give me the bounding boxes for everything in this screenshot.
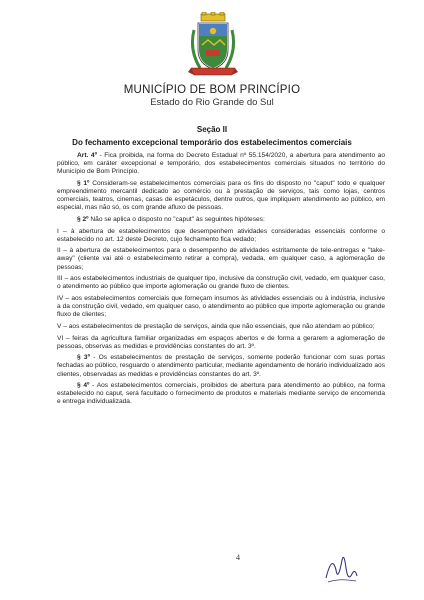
paragraph-1 [57,180,385,212]
item-ii: II – à abertura de estabelecimentos para o desempenho de atividades estritamente de tele-entregas e "take-away" (cliente vai até o estabelecimento retirar a compra), vedada, em qualquer caso, a aglomeração de pessoas; [57,247,385,271]
document-body [57,152,385,410]
paragraph-label: § 4º [77,382,90,390]
paragraph-text: - Aos estabelecimentos comerciais, proibidos de abertura para atendimento ao público, na forma estabelecido no caput, será facultado o fornecimento de produtos e materiais mediante serviço de encomenda e entrega individualizada. [57,382,386,406]
paragraph-label: § 3º [77,354,90,362]
page-number: 4 [236,553,240,562]
state-name: Estado do Rio Grande do Sul [150,97,274,108]
handwritten-signature-icon [322,548,360,588]
item-v: V – aos estabelecimentos de prestação de serviços, ainda que não essenciais, que não atendam ao público; [57,322,375,330]
municipal-coat-of-arms-icon [188,12,238,80]
paragraph-2 [57,216,385,224]
item-iii: III – aos estabelecimentos industriais de qualquer tipo, inclusive da construção civil, vedado, em qualquer caso, o atendimento ao público que importe aglomeração ou grande fluxo de clientes. [57,275,385,291]
paragraph-3 [57,354,385,378]
municipality-name: MUNICÍPIO DE BOM PRINCÍPIO [123,84,301,96]
article-label: Art. 4º [77,152,97,159]
article-4 [57,152,385,176]
paragraph-4 [57,382,385,406]
paragraph-text: Não se aplica o disposto no "caput" às seguintes hipóteses: [88,215,265,223]
article-text: - Fica proibida, na forma do Decreto Estadual nº 55.154/2020, a abertura para atendimento ao público, em caráter excepcional e temporário, dos estabelecimentos comerciais situados no território do Município de Bom Princípio. [57,152,385,176]
item-i: I – à abertura de estabelecimentos que desempenhem atividades consideradas essenciais conforme o estabelecido no art. 12 deste Decreto, cujo fechamento fica vedado; [57,227,385,243]
letterhead [0,84,424,109]
paragraph-label: § 1º [77,179,90,187]
paragraph-label: § 2º [77,215,89,223]
paragraph-text: - Os estabelecimentos de prestação de serviços, somente poderão funcionar com suas portas fechadas ao público, resguardo o atendimento particular, mediante agendamento de horário individualizado aos clientes, observadas as medidas e providências constantes do art. 3º. [57,354,385,378]
section-title: Do fechamento excepcional temporário dos estabelecimentos comerciais [72,138,352,147]
paragraph-text: Consideram-se estabelecimentos comerciais para os fins do disposto no "caput" todo e qualquer empreendimento mercantil dedicado ao comércio ou à prestação de serviços, tais como lojas, centros comerciais, teatros, cinemas, casas de espetáculos, dentre outros, que impliquem atendimento ao público, em especial, mas não só, os com grande afluxo de pessoas. [57,179,385,212]
item-vi: VI – feiras da agricultura familiar organizadas em espaços abertos e de forma a gerarem a aglomeração de pessoas, observas as medidas e providências constantes do art. 3º. [57,334,385,350]
item-iv: IV – aos estabelecimentos comerciais que forneçam insumos às atividades essenciais ou à indústria, inclusive a da construção civil, vedado, em qualquer caso, o atendimento ao público que importe aglomeração ou grande fluxo de clientes; [57,294,385,319]
section-label: Seção II [196,125,228,134]
